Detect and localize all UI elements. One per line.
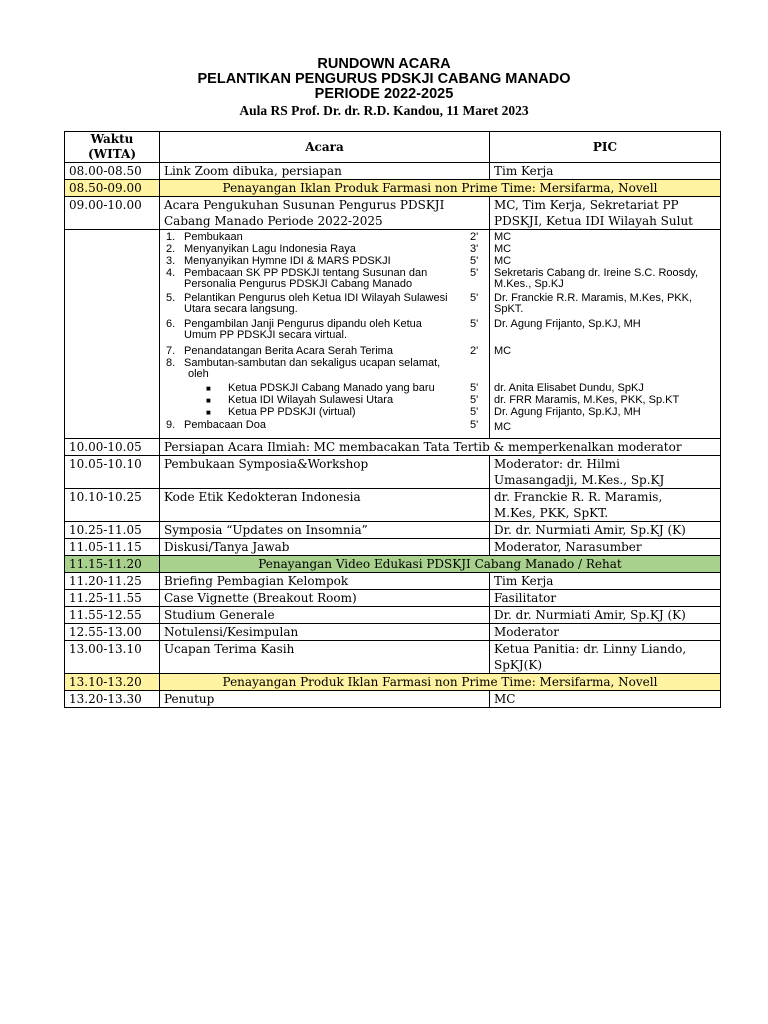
- program-pic: MC: [494, 255, 512, 267]
- row-pic: Moderator: [490, 624, 721, 641]
- item-number: 7.: [166, 345, 176, 357]
- table-row: [65, 522, 721, 539]
- row-acara: Pembukaan Symposia&Workshop: [160, 456, 490, 489]
- row-time: 11.15-11.20: [65, 556, 160, 573]
- item-text: Pembacaan Doa: [184, 419, 266, 431]
- program-pic: Dr. Agung Frijanto, Sp.KJ, MH: [494, 406, 641, 418]
- header-waktu-line1: Waktu: [90, 132, 134, 146]
- row-acara: Kode Etik Kedokteran Indonesia: [160, 489, 490, 522]
- row-pic: Tim Kerja: [490, 163, 721, 180]
- item-text: Menyanyikan Hymne IDI & MARS PDSKJI: [184, 255, 391, 267]
- row-acara: Link Zoom dibuka, persiapan: [160, 163, 490, 180]
- item-number: 1.: [166, 231, 176, 243]
- program-pic: Dr. Agung Frijanto, Sp.KJ, MH: [494, 318, 641, 330]
- item-text: [184, 293, 466, 315]
- row-time: 11.55-12.55: [65, 607, 160, 624]
- item-duration: 5': [470, 318, 479, 330]
- item-text-line2: Umum PP PDSKJI secara virtual.: [184, 329, 348, 341]
- square-bullet-icon: ■: [206, 408, 211, 417]
- table-row: [65, 641, 721, 674]
- row-acara: [160, 197, 490, 230]
- program-pic-line2: M.Kes., Sp.KJ: [494, 278, 564, 290]
- item-text-line2: Utara secara langsung.: [184, 303, 298, 315]
- row-acara: Symposia “Updates on Insomnia”: [160, 522, 490, 539]
- item-number: 2.: [166, 243, 176, 255]
- program-time-empty: [65, 230, 160, 439]
- item-duration: 2': [470, 231, 479, 243]
- row-span-text: Penayangan Video Edukasi PDSKJI Cabang Manado / Rehat: [160, 556, 721, 573]
- item-text-line1: Pembacaan SK PP PDSKJI tentang Susunan dan: [184, 267, 428, 279]
- row-span-text: Penayangan Produk Iklan Farmasi non Prime Time: Mersifarma, Novell: [160, 674, 721, 691]
- row-time: 10.25-11.05: [65, 522, 160, 539]
- row-pic-line1: Moderator: dr. Hilmi: [494, 457, 620, 471]
- item-duration: 3': [470, 243, 479, 255]
- program-detail-row: [65, 230, 721, 439]
- item-text-line1: Pelantikan Pengurus oleh Ketua IDI Wilayah Sulawesi: [184, 292, 448, 304]
- item-text-line1: Pengambilan Janji Pengurus dipandu oleh Ketua: [184, 318, 422, 330]
- row-pic: [490, 489, 721, 522]
- sub-item-text: Ketua PP PDSKJI (virtual): [228, 406, 356, 418]
- title-line-3: PERIODE 2022-2025: [314, 86, 454, 102]
- item-text-line1: Sambutan-sambutan dan sekaligus ucapan selamat,: [184, 357, 441, 369]
- program-pic: dr. Anita Elisabet Dundu, SpKJ: [494, 382, 644, 394]
- row-pic-line1: MC, Tim Kerja, Sekretariat PP: [494, 198, 679, 212]
- row-time: 13.10-13.20: [65, 674, 160, 691]
- item-text-line2: Personalia Pengurus PDSKJI Cabang Manado: [184, 278, 413, 290]
- item-text: Penandatangan Berita Acara Serah Terima: [184, 345, 393, 357]
- table-row: [65, 197, 721, 230]
- program-pic-line1: Dr. Franckie R.R. Maramis, M.Kes, PKK,: [494, 292, 693, 304]
- row-pic-line2: M.Kes, PKK, SpKT.: [494, 506, 609, 520]
- row-pic-line1: dr. Franckie R. R. Maramis,: [494, 490, 663, 504]
- item-text: [184, 268, 466, 290]
- item-text: Pembukaan: [184, 231, 243, 243]
- item-number: 5.: [166, 292, 176, 304]
- row-time: 11.25-11.55: [65, 590, 160, 607]
- row-time: 11.05-11.15: [65, 539, 160, 556]
- table-row: [65, 573, 721, 590]
- row-pic: MC: [490, 691, 721, 708]
- row-span-text: Persiapan Acara Ilmiah: MC membacakan Tata Tertib & memperkenalkan moderator: [160, 439, 721, 456]
- row-pic-line2: Umasangadji, M.Kes., Sp.KJ: [494, 473, 665, 487]
- row-pic: [490, 456, 721, 489]
- row-pic-line2: SpKJ(K): [494, 658, 543, 672]
- header-pic: PIC: [490, 132, 721, 163]
- sub-item-text: Ketua PDSKJI Cabang Manado yang baru: [228, 382, 435, 394]
- table-row: [65, 456, 721, 489]
- table-row: [65, 607, 721, 624]
- row-acara-line1: Acara Pengukuhan Susunan Pengurus PDSKJI: [164, 198, 445, 212]
- row-acara: Diskusi/Tanya Jawab: [160, 539, 490, 556]
- table-row: [65, 590, 721, 607]
- table-row: [65, 539, 721, 556]
- program-pic: [494, 268, 718, 290]
- row-pic: Tim Kerja: [490, 573, 721, 590]
- row-time: 08.50-09.00: [65, 180, 160, 197]
- row-pic: [490, 197, 721, 230]
- row-acara: Notulensi/Kesimpulan: [160, 624, 490, 641]
- item-number: 8.: [166, 357, 176, 369]
- row-pic: Fasilitator: [490, 590, 721, 607]
- item-duration: 5': [470, 292, 479, 304]
- table-header-row: [65, 132, 721, 163]
- table-row-highlight: [65, 180, 721, 197]
- table-row: [65, 439, 721, 456]
- item-duration: 5': [470, 394, 479, 406]
- row-pic-line1: Ketua Panitia: dr. Linny Liando,: [494, 642, 687, 656]
- square-bullet-icon: ■: [206, 396, 211, 405]
- table-row: [65, 163, 721, 180]
- program-pics: [490, 230, 721, 439]
- program-pic: MC: [494, 345, 512, 357]
- program-pic: [494, 293, 718, 315]
- table-row-highlight: [65, 556, 721, 573]
- header-waktu-line2: (WITA): [87, 147, 137, 161]
- header-acara: Acara: [160, 132, 490, 163]
- row-pic: Moderator, Narasumber: [490, 539, 721, 556]
- row-pic: [490, 641, 721, 674]
- venue-date: Aula RS Prof. Dr. dr. R.D. Kandou, 11 Maret 2023: [239, 103, 529, 118]
- sub-item-text: Ketua IDI Wilayah Sulawesi Utara: [228, 394, 394, 406]
- row-pic-line2: PDSKJI, Ketua IDI Wilayah Sulut: [494, 214, 694, 228]
- item-text: [184, 358, 466, 380]
- row-time: 11.20-11.25: [65, 573, 160, 590]
- item-text: [184, 319, 466, 341]
- row-pic: Dr. dr. Nurmiati Amir, Sp.KJ (K): [490, 607, 721, 624]
- table-row: [65, 489, 721, 522]
- program-pic: MC: [494, 231, 512, 243]
- table-row: [65, 624, 721, 641]
- row-time: 10.00-10.05: [65, 439, 160, 456]
- square-bullet-icon: ■: [206, 384, 211, 393]
- program-items: [160, 230, 490, 439]
- item-number: 4.: [166, 267, 176, 279]
- program-pic: MC: [494, 243, 512, 255]
- title-line-2: PELANTIKAN PENGURUS PDSKJI CABANG MANADO: [197, 71, 571, 87]
- row-span-text: Penayangan Iklan Produk Farmasi non Prime Time: Mersifarma, Novell: [160, 180, 721, 197]
- row-pic: Dr. dr. Nurmiati Amir, Sp.KJ (K): [490, 522, 721, 539]
- row-acara: Studium Generale: [160, 607, 490, 624]
- row-time: 12.55-13.00: [65, 624, 160, 641]
- program-pic: dr. FRR Maramis, M.Kes, PKK, Sp.KT: [494, 394, 680, 406]
- item-duration: 5': [470, 382, 479, 394]
- item-number: 3.: [166, 255, 176, 267]
- table-row-highlight: [65, 674, 721, 691]
- program-pic-line1: Sekretaris Cabang dr. Ireine S.C. Roosdy,: [494, 267, 699, 279]
- item-number: 6.: [166, 318, 176, 330]
- program-pic-line2: SpKT.: [494, 303, 524, 315]
- row-time: 09.00-10.00: [65, 197, 160, 230]
- title-line-1: RUNDOWN ACARA: [317, 56, 451, 72]
- row-time: 13.20-13.30: [65, 691, 160, 708]
- item-number: 9.: [166, 419, 176, 431]
- item-duration: 2': [470, 345, 479, 357]
- item-duration: 5': [470, 255, 479, 267]
- program-pic: MC: [494, 421, 512, 433]
- item-duration: 5': [470, 267, 479, 279]
- row-acara: Case Vignette (Breakout Room): [160, 590, 490, 607]
- row-acara: Penutup: [160, 691, 490, 708]
- table-row: [65, 691, 721, 708]
- row-acara: Briefing Pembagian Kelompok: [160, 573, 490, 590]
- item-duration: 5': [470, 406, 479, 418]
- row-acara-line2: Cabang Manado Periode 2022-2025: [164, 214, 383, 228]
- row-time: 10.10-10.25: [65, 489, 160, 522]
- header-waktu: [65, 132, 160, 163]
- row-time: 13.00-13.10: [65, 641, 160, 674]
- item-duration: 5': [470, 419, 479, 431]
- row-time: 08.00-08.50: [65, 163, 160, 180]
- item-text-line2: oleh: [188, 368, 209, 380]
- rundown-table: [64, 131, 721, 708]
- row-acara: Ucapan Terima Kasih: [160, 641, 490, 674]
- item-text: Menyanyikan Lagu Indonesia Raya: [184, 243, 356, 255]
- row-time: 10.05-10.10: [65, 456, 160, 489]
